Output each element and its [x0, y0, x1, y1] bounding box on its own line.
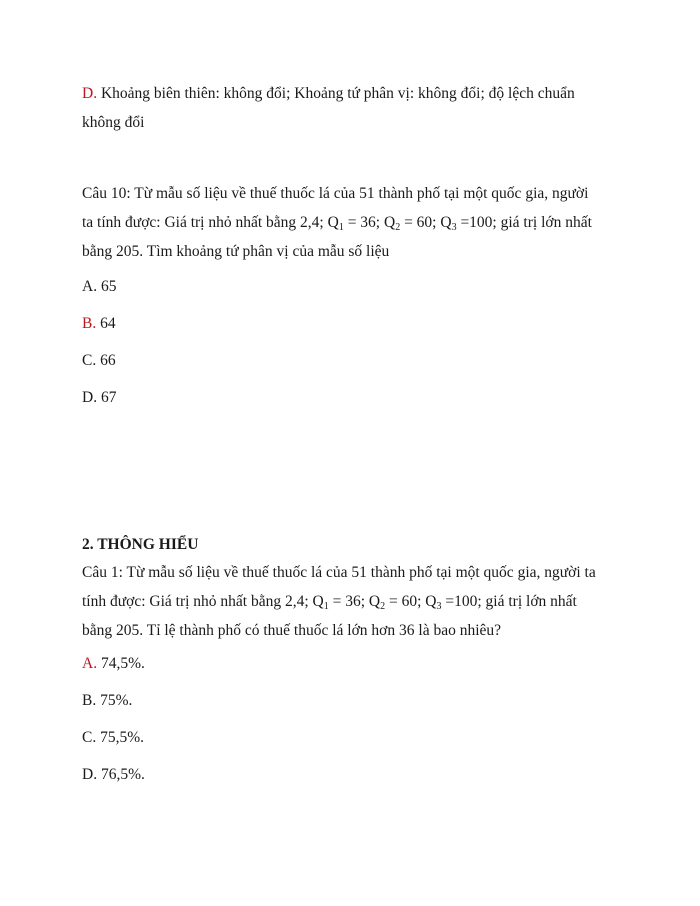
- q10-text-line3: bằng 205. Tìm khoảng tứ phân vị của mẫu số liệu: [82, 243, 390, 260]
- q10-option-b-letter: B.: [82, 315, 97, 332]
- q1-q3-subscript: 3: [436, 601, 442, 612]
- q1-option-a-text: 74,5%.: [97, 655, 145, 672]
- q1-option-d-letter: D.: [82, 766, 98, 783]
- q10-line2-part-c: = 60; Q: [400, 214, 452, 231]
- q1-option-d-text: 76,5%.: [97, 766, 145, 783]
- q1-option-b-letter: B.: [82, 692, 97, 709]
- q10-option-a-text: 65: [97, 278, 117, 295]
- q1-q1-subscript: 1: [323, 601, 329, 612]
- q10-line2-part-d: =100; giá trị lớn nhất: [456, 214, 592, 231]
- q10-line2-part-b: = 36; Q: [343, 214, 396, 231]
- q1-option-c-text: 75,5%.: [96, 729, 145, 746]
- section-heading: 2. THÔNG HIỂU: [82, 536, 199, 553]
- q10-option-a-letter: A.: [82, 278, 98, 295]
- q1-text-line3: bằng 205. Tỉ lệ thành phố có thuế thuốc lá lớn hơn 36 là bao nhiêu?: [82, 622, 502, 639]
- q1-option-b-text: 75%.: [96, 692, 133, 709]
- q1-line2-part-d: =100; giá trị lớn nhất: [441, 593, 577, 610]
- q1-option-c[interactable]: [82, 728, 144, 748]
- q1-option-d[interactable]: [82, 765, 145, 785]
- q1-option-a[interactable]: [82, 654, 145, 674]
- q1-line2-part-a: tính được: Giá trị nhỏ nhất bằng 2,4; Q: [82, 593, 324, 610]
- prev-option-d-line1: [82, 84, 575, 104]
- prev-option-d-text: Khoảng biên thiên: không đổi; Khoảng tứ phân vị: không đổi; độ lệch chuẩn: [97, 85, 575, 102]
- q10-q1-subscript: 1: [338, 222, 344, 233]
- q1-text-line1: Câu 1: Từ mẫu số liệu về thuế thuốc lá của 51 thành phố tại một quốc gia, người ta: [82, 564, 596, 581]
- q10-option-d[interactable]: [82, 388, 116, 408]
- q10-q2-subscript: 2: [395, 222, 401, 233]
- q10-option-c-letter: C.: [82, 352, 97, 369]
- q10-option-d-text: 67: [97, 389, 117, 406]
- q10-option-b-text: 64: [96, 315, 116, 332]
- q10-line2-part-a: ta tính được: Giá trị nhỏ nhất bằng 2,4; Q: [82, 214, 339, 231]
- q10-option-b[interactable]: [82, 314, 116, 334]
- prev-option-d-line2: không đổi: [82, 114, 145, 131]
- q10-option-c-text: 66: [96, 352, 116, 369]
- q10-option-d-letter: D.: [82, 389, 98, 406]
- q1-line2-part-b: = 36; Q: [328, 593, 381, 610]
- q10-text-line2: [82, 213, 592, 233]
- q10-option-c[interactable]: [82, 351, 116, 371]
- q1-text-line2: [82, 592, 577, 612]
- q1-option-a-letter: A.: [82, 655, 98, 672]
- prev-option-d-letter: D.: [82, 85, 98, 102]
- q1-option-b[interactable]: [82, 691, 132, 711]
- q1-line2-part-c: = 60; Q: [385, 593, 437, 610]
- q1-q2-subscript: 2: [380, 601, 386, 612]
- q10-option-a[interactable]: [82, 277, 116, 297]
- q1-option-c-letter: C.: [82, 729, 97, 746]
- q10-q3-subscript: 3: [451, 222, 457, 233]
- q10-text-line1: Câu 10: Từ mẫu số liệu về thuế thuốc lá của 51 thành phố tại một quốc gia, người: [82, 185, 589, 202]
